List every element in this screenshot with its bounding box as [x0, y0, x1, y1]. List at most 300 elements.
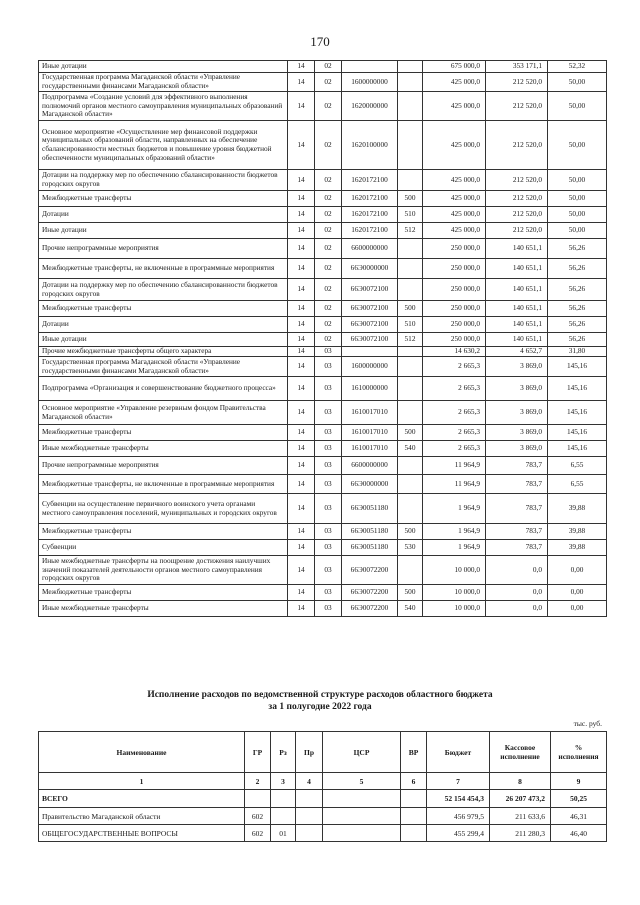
row-pr: 02	[315, 317, 342, 333]
row-percent: 50,00	[548, 121, 607, 170]
row-vr	[398, 347, 423, 357]
column-header: Бюджет	[427, 732, 490, 773]
row-gr: 14	[288, 425, 315, 441]
row-pr: 03	[315, 494, 342, 524]
column-number: 5	[323, 773, 401, 790]
row-name: Межбюджетные трансферты, не включенные в программные мероприятия	[39, 259, 288, 279]
row-percent: 145,16	[548, 357, 607, 377]
column-number: 4	[296, 773, 323, 790]
row-csr: 66Э0051180	[342, 540, 398, 556]
table-row	[39, 808, 607, 825]
row-csr: 1600000000	[342, 73, 398, 92]
row-pr: 03	[315, 556, 342, 585]
row-csr: 66Э0072100	[342, 301, 398, 317]
table-row	[39, 825, 607, 842]
row-execution: 783,7	[486, 540, 548, 556]
row-gr: 14	[288, 347, 315, 357]
table-row	[39, 223, 607, 239]
column-header: % исполнения	[551, 732, 607, 773]
row-gr: 14	[288, 475, 315, 494]
row-pr: 02	[315, 279, 342, 301]
row-percent: 50,00	[548, 73, 607, 92]
row-budget: 2 665,3	[423, 357, 486, 377]
section-title-line2: за 1 полугодие 2022 года	[268, 702, 372, 712]
row-percent: 50,00	[548, 191, 607, 207]
table-row	[39, 317, 607, 333]
row-budget: 1 964,9	[423, 540, 486, 556]
row-pr: 02	[315, 207, 342, 223]
row-budget: 11 964,9	[423, 475, 486, 494]
row-percent: 56,26	[548, 259, 607, 279]
row-vr: 512	[398, 223, 423, 239]
row-csr: 1620172100	[342, 170, 398, 191]
row-percent: 145,16	[548, 425, 607, 441]
row-gr: 14	[288, 239, 315, 259]
row-csr: 66Э0072100	[342, 317, 398, 333]
row-vr	[398, 279, 423, 301]
table-row	[39, 377, 607, 401]
row-execution: 140 651,1	[486, 301, 548, 317]
column-header: ГР	[245, 732, 271, 773]
row-name: Межбюджетные трансферты	[39, 524, 288, 540]
row-budget: 52 154 454,3	[427, 790, 490, 808]
row-name: Основное мероприятие «Управление резервным фондом Правительства Магаданской области»	[39, 401, 288, 425]
row-execution: 212 520,0	[486, 121, 548, 170]
row-execution: 212 520,0	[486, 223, 548, 239]
column-number: 8	[490, 773, 551, 790]
row-percent: 56,26	[548, 301, 607, 317]
row-gr: 14	[288, 259, 315, 279]
row-vr	[398, 259, 423, 279]
row-pr: 03	[315, 377, 342, 401]
row-vr	[398, 377, 423, 401]
row-percent: 56,26	[548, 239, 607, 259]
section-title-line1: Исполнение расходов по ведомственной структуре расходов областного бюджета	[147, 690, 493, 700]
row-budget: 10 000,0	[423, 601, 486, 617]
row-execution: 212 520,0	[486, 73, 548, 92]
table-row	[39, 524, 607, 540]
row-pr: 02	[315, 121, 342, 170]
table-column-numbers-row	[39, 773, 607, 790]
column-number: 9	[551, 773, 607, 790]
row-rz: 01	[271, 825, 296, 842]
row-execution: 140 651,1	[486, 259, 548, 279]
row-execution: 353 171,1	[486, 61, 548, 73]
row-pr: 03	[315, 401, 342, 425]
row-vr	[398, 401, 423, 425]
row-budget: 455 299,4	[427, 825, 490, 842]
row-budget: 250 000,0	[423, 279, 486, 301]
row-execution: 783,7	[486, 494, 548, 524]
row-gr: 14	[288, 585, 315, 601]
row-percent: 39,88	[548, 494, 607, 524]
row-budget: 250 000,0	[423, 259, 486, 279]
row-csr: 1620172100	[342, 223, 398, 239]
row-budget: 14 630,2	[423, 347, 486, 357]
table-row	[39, 92, 607, 121]
row-execution: 26 207 473,2	[490, 790, 551, 808]
row-name: Субвенции	[39, 540, 288, 556]
row-csr: 1620172100	[342, 191, 398, 207]
table-row	[39, 207, 607, 223]
row-name: Дотации на поддержку мер по обеспечению сбалансированности бюджетов городских округов	[39, 279, 288, 301]
row-csr: 66Э0000000	[342, 475, 398, 494]
column-number: 2	[245, 773, 271, 790]
row-name: Правительство Магаданской области	[39, 808, 245, 825]
row-gr: 602	[245, 825, 271, 842]
row-pr: 02	[315, 170, 342, 191]
row-vr: 512	[398, 333, 423, 347]
table-row	[39, 301, 607, 317]
row-percent: 50,25	[551, 790, 607, 808]
column-number: 3	[271, 773, 296, 790]
row-execution: 783,7	[486, 475, 548, 494]
row-vr: 540	[398, 441, 423, 457]
row-budget: 425 000,0	[423, 170, 486, 191]
row-name: Государственная программа Магаданской области «Управление государственными финансами Магаданской области»	[39, 357, 288, 377]
row-vr: 500	[398, 301, 423, 317]
units-label: тыс. руб.	[573, 719, 602, 728]
column-number: 6	[401, 773, 427, 790]
row-csr: 1620100000	[342, 121, 398, 170]
row-budget: 2 665,3	[423, 441, 486, 457]
row-percent: 50,00	[548, 170, 607, 191]
row-budget: 10 000,0	[423, 556, 486, 585]
row-execution: 0,0	[486, 601, 548, 617]
row-name: Иные дотации	[39, 333, 288, 347]
row-gr: 14	[288, 73, 315, 92]
table-row	[39, 347, 607, 357]
row-csr	[323, 825, 401, 842]
row-name: Дотации	[39, 317, 288, 333]
row-gr: 14	[288, 61, 315, 73]
row-percent: 145,16	[548, 377, 607, 401]
column-header: Рз	[271, 732, 296, 773]
row-budget: 1 964,9	[423, 524, 486, 540]
row-gr: 14	[288, 457, 315, 475]
row-execution: 3 869,0	[486, 425, 548, 441]
row-vr	[398, 357, 423, 377]
row-rz	[271, 808, 296, 825]
row-gr: 14	[288, 556, 315, 585]
table-row	[39, 494, 607, 524]
row-csr	[342, 347, 398, 357]
row-csr: 6600000000	[342, 457, 398, 475]
row-csr: 1610017010	[342, 401, 398, 425]
row-gr: 14	[288, 441, 315, 457]
row-name: Межбюджетные трансферты	[39, 301, 288, 317]
row-vr	[398, 121, 423, 170]
section-title	[0, 689, 640, 713]
row-budget: 10 000,0	[423, 585, 486, 601]
row-vr	[398, 494, 423, 524]
table-row	[39, 170, 607, 191]
table-row	[39, 357, 607, 377]
row-gr: 14	[288, 494, 315, 524]
row-budget: 250 000,0	[423, 333, 486, 347]
row-name: Иные дотации	[39, 223, 288, 239]
row-pr: 02	[315, 259, 342, 279]
row-execution: 0,0	[486, 585, 548, 601]
row-execution: 140 651,1	[486, 333, 548, 347]
row-vr: 510	[398, 317, 423, 333]
row-percent: 145,16	[548, 441, 607, 457]
row-percent: 31,80	[548, 347, 607, 357]
row-vr	[398, 92, 423, 121]
departmental-expenditure-table	[38, 731, 607, 842]
row-vr: 530	[398, 540, 423, 556]
row-percent: 39,88	[548, 540, 607, 556]
row-csr: 66Э0072200	[342, 556, 398, 585]
row-vr	[398, 556, 423, 585]
row-csr	[323, 790, 401, 808]
row-pr: 02	[315, 92, 342, 121]
table-row	[39, 259, 607, 279]
row-csr: 66Э0072200	[342, 601, 398, 617]
row-execution: 212 520,0	[486, 170, 548, 191]
row-vr: 500	[398, 524, 423, 540]
row-budget: 1 964,9	[423, 494, 486, 524]
row-name: Дотации	[39, 207, 288, 223]
column-header: Наименование	[39, 732, 245, 773]
table-row	[39, 401, 607, 425]
row-pr: 03	[315, 457, 342, 475]
row-csr: 66Э0051180	[342, 524, 398, 540]
table-row	[39, 475, 607, 494]
row-pr: 02	[315, 191, 342, 207]
row-pr: 03	[315, 585, 342, 601]
row-vr: 500	[398, 425, 423, 441]
row-vr	[401, 790, 427, 808]
row-vr: 540	[398, 601, 423, 617]
row-gr: 14	[288, 121, 315, 170]
row-gr: 14	[288, 524, 315, 540]
row-gr: 14	[288, 317, 315, 333]
column-number: 7	[427, 773, 490, 790]
column-header: ВР	[401, 732, 427, 773]
row-csr: 66Э0072100	[342, 333, 398, 347]
table-row	[39, 601, 607, 617]
row-pr: 02	[315, 73, 342, 92]
row-vr	[398, 73, 423, 92]
row-budget: 675 000,0	[423, 61, 486, 73]
row-percent: 0,00	[548, 601, 607, 617]
row-name: Государственная программа Магаданской области «Управление государственными финансами Магаданской области»	[39, 73, 288, 92]
row-gr: 14	[288, 401, 315, 425]
row-csr	[323, 808, 401, 825]
row-name: Прочие непрограммные мероприятия	[39, 457, 288, 475]
row-budget: 2 665,3	[423, 401, 486, 425]
row-execution: 3 869,0	[486, 377, 548, 401]
table-row	[39, 425, 607, 441]
row-execution: 3 869,0	[486, 401, 548, 425]
row-pr	[296, 790, 323, 808]
row-pr: 03	[315, 540, 342, 556]
row-vr: 510	[398, 207, 423, 223]
row-gr	[245, 790, 271, 808]
table-row	[39, 61, 607, 73]
row-name: Иные межбюджетные трансферты на поощрение достижения наилучших значений показателей деятельности органов местного самоуправления городских округов	[39, 556, 288, 585]
row-vr	[398, 170, 423, 191]
row-execution: 783,7	[486, 457, 548, 475]
table-row	[39, 540, 607, 556]
row-execution: 0,0	[486, 556, 548, 585]
row-budget: 250 000,0	[423, 301, 486, 317]
row-csr: 66Э0000000	[342, 259, 398, 279]
row-csr: 66Э0051180	[342, 494, 398, 524]
row-name: ОБЩЕГОСУДАРСТВЕННЫЕ ВОПРОСЫ	[39, 825, 245, 842]
row-vr	[401, 808, 427, 825]
row-budget: 425 000,0	[423, 92, 486, 121]
row-execution: 212 520,0	[486, 207, 548, 223]
row-vr	[398, 475, 423, 494]
row-vr	[398, 61, 423, 73]
row-gr: 14	[288, 601, 315, 617]
row-name: Подпрограмма «Организация и совершенствование бюджетного процесса»	[39, 377, 288, 401]
row-vr: 500	[398, 191, 423, 207]
row-percent: 56,26	[548, 317, 607, 333]
column-number: 1	[39, 773, 245, 790]
row-execution: 140 651,1	[486, 279, 548, 301]
row-budget: 250 000,0	[423, 317, 486, 333]
row-percent: 46,40	[551, 825, 607, 842]
row-pr: 03	[315, 357, 342, 377]
row-rz	[271, 790, 296, 808]
row-name: Основное мероприятие «Осуществление мер финансовой поддержки муниципальных образований области, направленных на обеспечение сбалансированности местных бюджетов и повышение уровня бюджетной обеспеченности муниципальных образований области»	[39, 121, 288, 170]
row-csr: 1610017010	[342, 441, 398, 457]
row-name: Иные дотации	[39, 61, 288, 73]
expenditure-table-continued	[38, 60, 607, 617]
row-name: Иные межбюджетные трансферты	[39, 441, 288, 457]
table-row	[39, 73, 607, 92]
row-gr: 14	[288, 223, 315, 239]
row-budget: 2 665,3	[423, 377, 486, 401]
row-execution: 212 520,0	[486, 92, 548, 121]
row-execution: 140 651,1	[486, 317, 548, 333]
row-csr: 1620000000	[342, 92, 398, 121]
row-budget: 11 964,9	[423, 457, 486, 475]
row-csr: 6600000000	[342, 239, 398, 259]
row-gr: 14	[288, 92, 315, 121]
row-name: Дотации на поддержку мер по обеспечению сбалансированности бюджетов городских округов	[39, 170, 288, 191]
row-name: Межбюджетные трансферты	[39, 425, 288, 441]
table-row	[39, 239, 607, 259]
row-budget: 2 665,3	[423, 425, 486, 441]
row-percent: 0,00	[548, 585, 607, 601]
table-row	[39, 333, 607, 347]
row-csr: 66Э0072100	[342, 279, 398, 301]
row-gr: 14	[288, 191, 315, 207]
row-pr: 03	[315, 425, 342, 441]
table-row	[39, 585, 607, 601]
row-execution: 783,7	[486, 524, 548, 540]
row-percent: 46,31	[551, 808, 607, 825]
row-pr: 02	[315, 333, 342, 347]
row-percent: 6,55	[548, 457, 607, 475]
row-gr: 14	[288, 357, 315, 377]
row-percent: 145,16	[548, 401, 607, 425]
table-row	[39, 556, 607, 585]
row-pr: 03	[315, 475, 342, 494]
row-budget: 250 000,0	[423, 239, 486, 259]
row-pr: 03	[315, 441, 342, 457]
row-csr: 1610000000	[342, 377, 398, 401]
row-vr	[398, 457, 423, 475]
row-name: Межбюджетные трансферты, не включенные в программные мероприятия	[39, 475, 288, 494]
row-pr: 02	[315, 223, 342, 239]
row-pr: 03	[315, 524, 342, 540]
row-csr: 66Э0072200	[342, 585, 398, 601]
row-pr	[296, 825, 323, 842]
row-percent: 52,32	[548, 61, 607, 73]
row-name: Межбюджетные трансферты	[39, 191, 288, 207]
table-row	[39, 457, 607, 475]
row-execution: 4 652,7	[486, 347, 548, 357]
row-gr: 14	[288, 301, 315, 317]
row-csr	[342, 61, 398, 73]
column-header: Пр	[296, 732, 323, 773]
row-gr: 14	[288, 279, 315, 301]
row-gr: 14	[288, 207, 315, 223]
row-percent: 0,00	[548, 556, 607, 585]
row-percent: 50,00	[548, 92, 607, 121]
row-percent: 56,26	[548, 279, 607, 301]
row-percent: 50,00	[548, 207, 607, 223]
row-percent: 6,55	[548, 475, 607, 494]
row-gr: 14	[288, 333, 315, 347]
row-pr: 02	[315, 301, 342, 317]
row-budget: 425 000,0	[423, 207, 486, 223]
row-percent: 39,88	[548, 524, 607, 540]
row-pr: 02	[315, 239, 342, 259]
row-name: Субвенции на осуществление первичного воинского учета органами местного самоуправления поселений, муниципальных и городских округов	[39, 494, 288, 524]
row-pr: 03	[315, 601, 342, 617]
row-execution: 140 651,1	[486, 239, 548, 259]
row-budget: 425 000,0	[423, 73, 486, 92]
row-budget: 425 000,0	[423, 191, 486, 207]
row-budget: 456 979,5	[427, 808, 490, 825]
table-row	[39, 121, 607, 170]
page-number: 170	[310, 34, 330, 49]
row-pr: 02	[315, 61, 342, 73]
row-name: Прочие межбюджетные трансферты общего характера	[39, 347, 288, 357]
row-budget: 425 000,0	[423, 121, 486, 170]
row-name: Прочие непрограммные мероприятия	[39, 239, 288, 259]
table-row	[39, 191, 607, 207]
row-budget: 425 000,0	[423, 223, 486, 239]
row-percent: 56,26	[548, 333, 607, 347]
row-execution: 212 520,0	[486, 191, 548, 207]
row-name: Иные межбюджетные трансферты	[39, 601, 288, 617]
row-name: Подпрограмма «Создание условий для эффективного выполнения полномочий органов местного самоуправления муниципальных образований Магаданской области»	[39, 92, 288, 121]
table-row-total	[39, 790, 607, 808]
table-row	[39, 441, 607, 457]
row-pr: 03	[315, 347, 342, 357]
row-gr: 14	[288, 377, 315, 401]
row-execution: 211 633,6	[490, 808, 551, 825]
row-vr: 500	[398, 585, 423, 601]
row-gr: 14	[288, 170, 315, 191]
row-name: ВСЕГО	[39, 790, 245, 808]
row-vr	[401, 825, 427, 842]
row-name: Межбюджетные трансферты	[39, 585, 288, 601]
table-row	[39, 279, 607, 301]
column-header: ЦСР	[323, 732, 401, 773]
row-gr: 14	[288, 540, 315, 556]
row-csr: 1610017010	[342, 425, 398, 441]
column-header: Кассовое исполнение	[490, 732, 551, 773]
row-gr: 602	[245, 808, 271, 825]
